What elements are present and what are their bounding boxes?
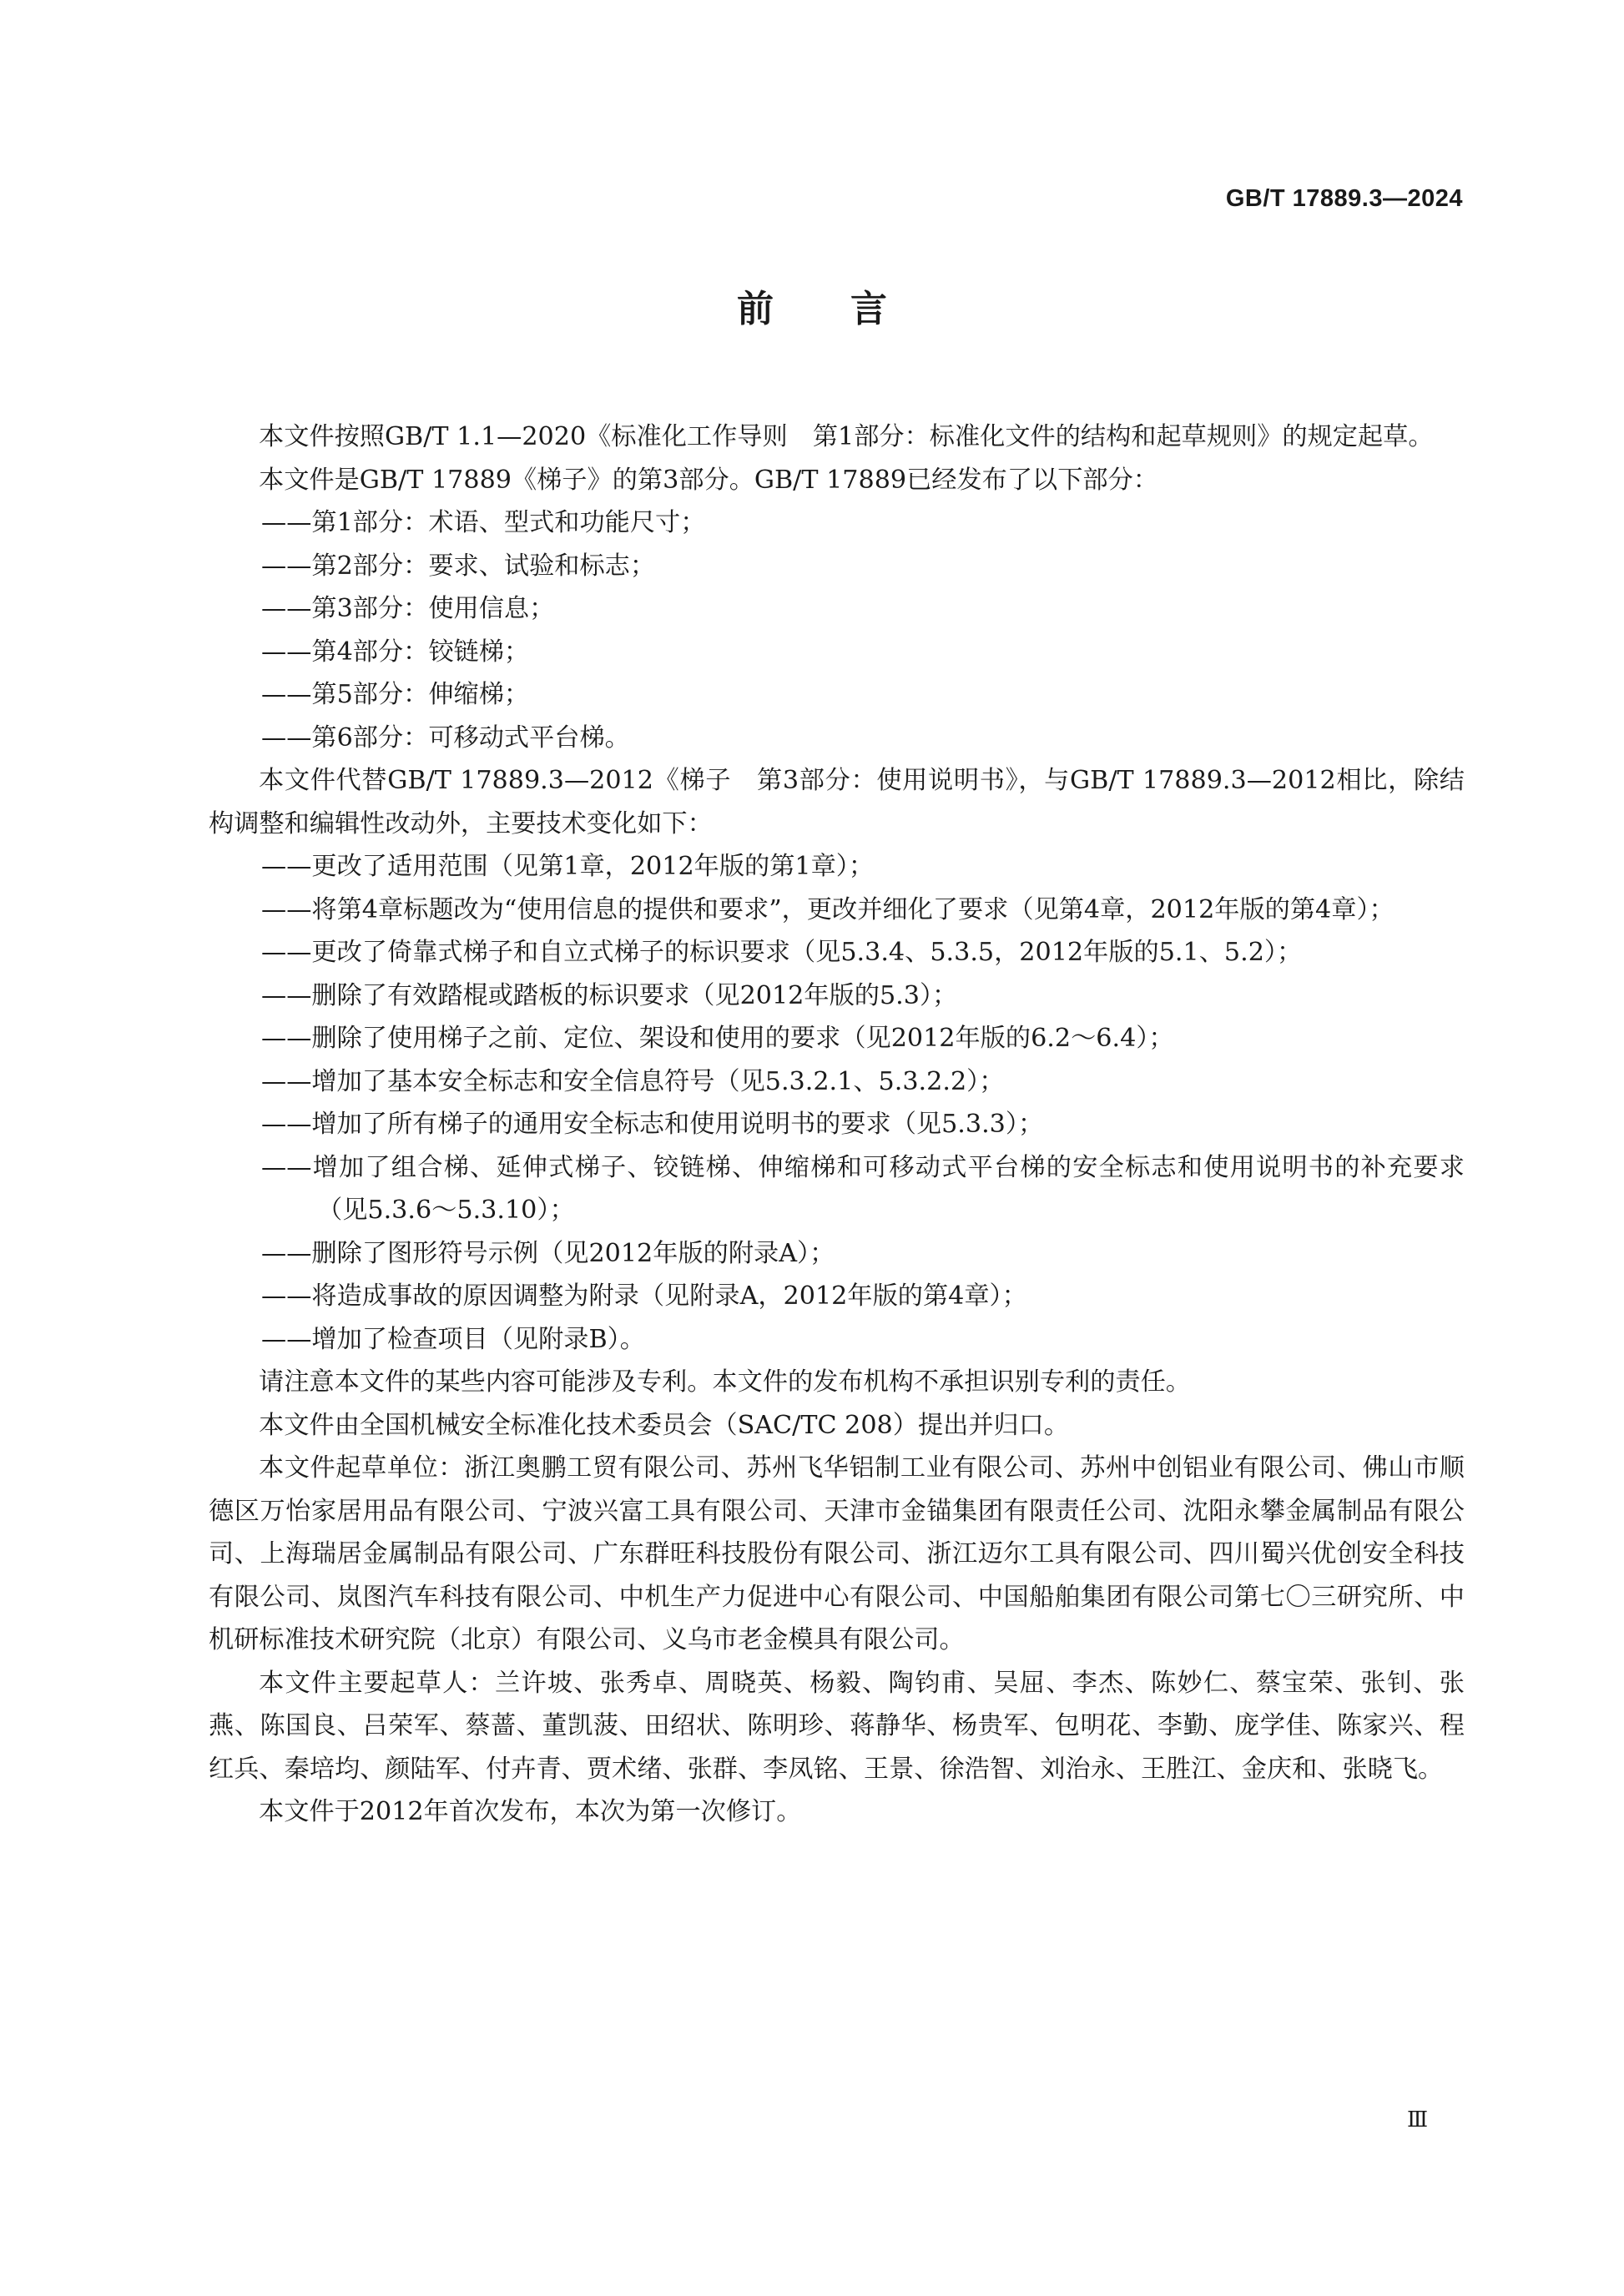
list-item-change: ——增加了检查项目（见附录B）。 [261,1324,645,1354]
list-item-change: ——增加了组合梯、延伸式梯子、铰链梯、伸缩梯和可移动式平台梯的安全标志和使用说明书的补充要求（见5.3.6～5.3.10）； [261,1152,1465,1225]
list-item-change: ——增加了基本安全标志和安全信息符号（见5.3.2.1、5.3.2.2）； [261,1066,1005,1096]
list-item-change: ——删除了使用梯子之前、定位、架设和使用的要求（见2012年版的6.2～6.4）； [261,1024,1174,1053]
list-item-part: ——第1部分：术语、型式和功能尺寸； [261,508,706,537]
list-item-part: ——第4部分：铰链梯； [261,637,530,667]
paragraph-patent-notice: 请注意本文件的某些内容可能涉及专利。本文件的发布机构不承担识别专利的责任。 [259,1367,1191,1397]
list-item-change: ——将造成事故的原因调整为附录（见附录A，2012年版的第4章）； [261,1281,1027,1311]
list-item-change: ——删除了有效踏棍或踏板的标识要求（见2012年版的5.3）； [261,980,958,1010]
list-item-part: ——第5部分：伸缩梯； [261,680,530,709]
paragraph-series-intro: 本文件是GB/T 17889《梯子》的第3部分。GB/T 17889已经发布了以下部分： [259,465,1158,495]
paragraph-drafting-units: 本文件起草单位：浙江奥鹏工贸有限公司、苏州飞华铝制工业有限公司、苏州中创铝业有限公司、佛山市顺德区万怡家居用品有限公司、宁波兴富工具有限公司、天津市金锚集团有限责任公司、沈阳永攀金属制品有限公司、上海瑞居金属制品有限公司、广东群旺科技股份有限公司、浙江迈尔工具有限公司、四川蜀兴优创安全科技有限公司、岚图汽车科技有限公司、中机生产力促进中心有限公司、中国船舶集团有限公司第七〇三研究所、中机研标准技术研究院（北京）有限公司、义乌市老金模具有限公司。 [209,1453,1465,1654]
paragraph-drafters: 本文件主要起草人：兰许坡、张秀卓、周晓英、杨毅、陶钧甫、吴屈、李杰、陈妙仁、蔡宝荣、张钊、张燕、陈国良、吕荣军、蔡蔷、董凯菠、田绍状、陈明珍、蒋静华、杨贵军、包明花、李勤、庞学佳、陈家兴、程红兵、秦培均、颜陆军、付卉青、贾术绪、张群、李凤铭、王景、徐浩智、刘治永、王胜江、金庆和、张晓飞。 [209,1668,1465,1784]
paragraph-replaces: 本文件代替GB/T 17889.3—2012《梯子 第3部分：使用说明书》，与GB/T 17889.3—2012相比，除结构调整和编辑性改动外，主要技术变化如下： [209,766,1465,838]
list-item-change: ——将第4章标题改为“使用信息的提供和要求”，更改并细化了要求（见第4章，2012年版的第4章）； [261,894,1395,924]
list-item-part: ——第2部分：要求、试验和标志； [261,551,656,581]
page-title: 前言 [737,288,964,330]
list-item-part: ——第6部分：可移动式平台梯。 [261,723,630,753]
list-item-part: ——第3部分：使用信息； [261,594,555,623]
paragraph-history: 本文件于2012年首次发布，本次为第一次修订。 [259,1797,802,1826]
paragraph-drafting-rules: 本文件按照GB/T 1.1—2020《标准化工作导则 第1部分：标准化文件的结构和起草规则》的规定起草。 [259,422,1434,451]
foreword-body [209,415,1465,1834]
standard-code: GB/T 17889.3—2024 [1225,185,1463,212]
list-item-change: ——增加了所有梯子的通用安全标志和使用说明书的要求（见5.3.3）； [261,1110,1044,1139]
list-item-change: ——更改了适用范围（见第1章，2012年版的第1章）； [261,852,875,881]
list-item-change: ——删除了图形符号示例（见2012年版的附录A）； [261,1238,835,1268]
list-item-change: ——更改了倚靠式梯子和自立式梯子的标识要求（见5.3.4、5.3.5，2012年版的5.1、5.2）； [261,938,1303,967]
page-number: Ⅲ [1407,2107,1429,2132]
paragraph-proposer: 本文件由全国机械安全标准化技术委员会（SAC/TC 208）提出并归口。 [259,1410,1070,1440]
